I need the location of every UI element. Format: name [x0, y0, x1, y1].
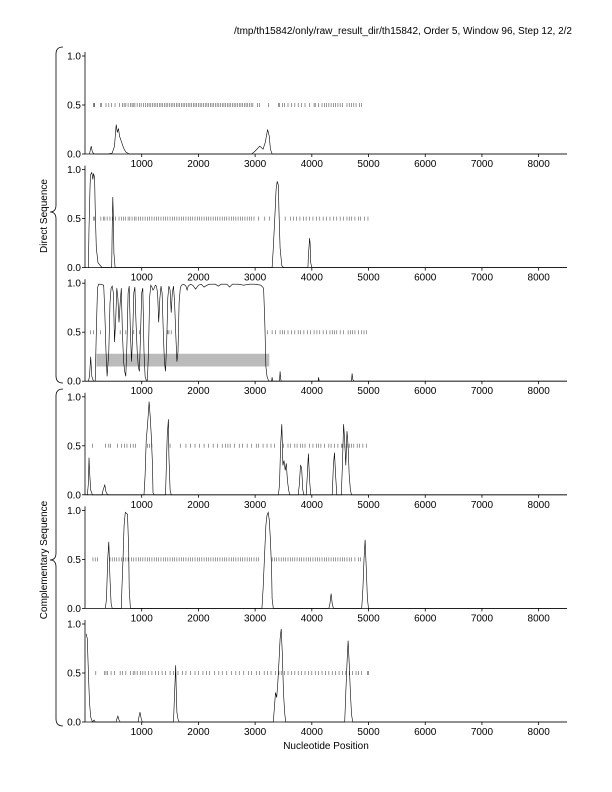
x-tick-label: 5000	[357, 159, 380, 170]
x-tick-label: 4000	[300, 272, 323, 284]
x-tick-label: 6000	[414, 727, 437, 738]
x-tick-label: 6000	[414, 386, 437, 398]
y-tick-label: 0.5	[67, 668, 81, 680]
x-tick-label: 5000	[357, 727, 380, 738]
panel-4	[67, 392, 567, 511]
y-tick-label: 0.0	[67, 149, 81, 161]
complementary-sequence-label: Complementary Sequence	[39, 500, 50, 620]
page-title: /tmp/th15842/only/raw_result_dir/th15842, Order 5, Window 96, Step 12, 2/2	[234, 26, 572, 37]
panel-2	[67, 165, 567, 284]
y-tick-label: 0.5	[67, 441, 81, 453]
panel-6	[67, 620, 567, 739]
x-tick-label: 5000	[357, 386, 380, 398]
x-axis-label: Nucleotide Position	[283, 741, 369, 752]
series-line	[88, 284, 567, 381]
x-tick-label: 2000	[187, 386, 210, 398]
x-tick-label: 4000	[300, 727, 323, 738]
y-tick-label: 1.0	[67, 51, 81, 63]
x-tick-label: 4000	[300, 613, 323, 625]
x-tick-label: 4000	[300, 159, 323, 170]
y-tick-label: 0.5	[67, 100, 81, 112]
x-tick-label: 5000	[357, 613, 380, 625]
x-tick-label: 3000	[243, 159, 267, 170]
y-tick-label: 0.0	[67, 717, 81, 729]
y-tick-label: 1.0	[67, 619, 81, 631]
direct-brace	[50, 47, 63, 383]
x-tick-label: 6000	[414, 159, 437, 170]
shaded-region	[96, 354, 269, 367]
x-tick-label: 2000	[187, 727, 210, 738]
x-tick-label: 7000	[470, 499, 494, 511]
x-tick-label: 2000	[187, 272, 210, 284]
y-tick-label: 1.0	[67, 278, 81, 290]
x-tick-label: 8000	[527, 159, 550, 170]
x-tick-label: 8000	[527, 386, 550, 398]
y-tick-label: 1.0	[67, 392, 81, 404]
x-tick-label: 6000	[414, 499, 437, 511]
chart-panels	[67, 52, 567, 739]
x-tick-label: 1000	[130, 727, 153, 738]
panel-1	[67, 52, 567, 171]
x-tick-label: 1000	[130, 272, 153, 284]
x-tick-label: 3000	[243, 272, 267, 284]
x-tick-label: 7000	[470, 727, 494, 738]
x-tick-label: 2000	[187, 613, 210, 625]
x-tick-label: 1000	[130, 613, 153, 625]
y-tick-label: 1.0	[67, 165, 81, 177]
x-tick-label: 6000	[414, 272, 437, 284]
x-tick-label: 4000	[300, 499, 323, 511]
panel-5	[67, 506, 567, 625]
x-tick-label: 2000	[187, 159, 210, 170]
complementary-brace	[50, 389, 63, 726]
y-tick-label: 0.0	[67, 376, 81, 388]
y-tick-label: 0.5	[67, 214, 81, 226]
x-tick-label: 2000	[187, 499, 210, 511]
x-tick-label: 8000	[527, 727, 550, 738]
x-tick-label: 1000	[130, 386, 153, 398]
x-tick-label: 7000	[470, 272, 494, 284]
y-tick-label: 0.0	[67, 490, 81, 502]
y-tick-label: 0.0	[67, 603, 81, 615]
x-tick-label: 5000	[357, 272, 380, 284]
x-tick-label: 3000	[243, 613, 267, 625]
series-line	[88, 173, 567, 268]
y-tick-label: 0.5	[67, 327, 81, 339]
y-tick-label: 0.5	[67, 554, 81, 566]
x-tick-label: 8000	[527, 499, 550, 511]
x-tick-label: 6000	[414, 613, 437, 625]
x-tick-label: 5000	[357, 499, 380, 511]
direct-sequence-label: Direct Sequence	[39, 179, 50, 253]
x-tick-label: 7000	[470, 613, 494, 625]
series-line	[86, 629, 567, 722]
x-tick-label: 1000	[130, 499, 153, 511]
series-line	[87, 402, 567, 495]
x-tick-label: 3000	[243, 499, 267, 511]
y-tick-label: 0.0	[67, 263, 81, 275]
x-tick-label: 3000	[243, 386, 267, 398]
x-tick-label: 4000	[300, 386, 323, 398]
x-tick-label: 8000	[527, 272, 550, 284]
x-tick-label: 7000	[470, 386, 494, 398]
series-line	[90, 125, 568, 154]
x-tick-label: 8000	[527, 613, 550, 625]
x-tick-label: 3000	[243, 727, 267, 738]
x-tick-label: 7000	[470, 159, 494, 170]
panel-3	[67, 279, 567, 398]
x-tick-label: 1000	[130, 159, 153, 170]
y-tick-label: 1.0	[67, 505, 81, 517]
